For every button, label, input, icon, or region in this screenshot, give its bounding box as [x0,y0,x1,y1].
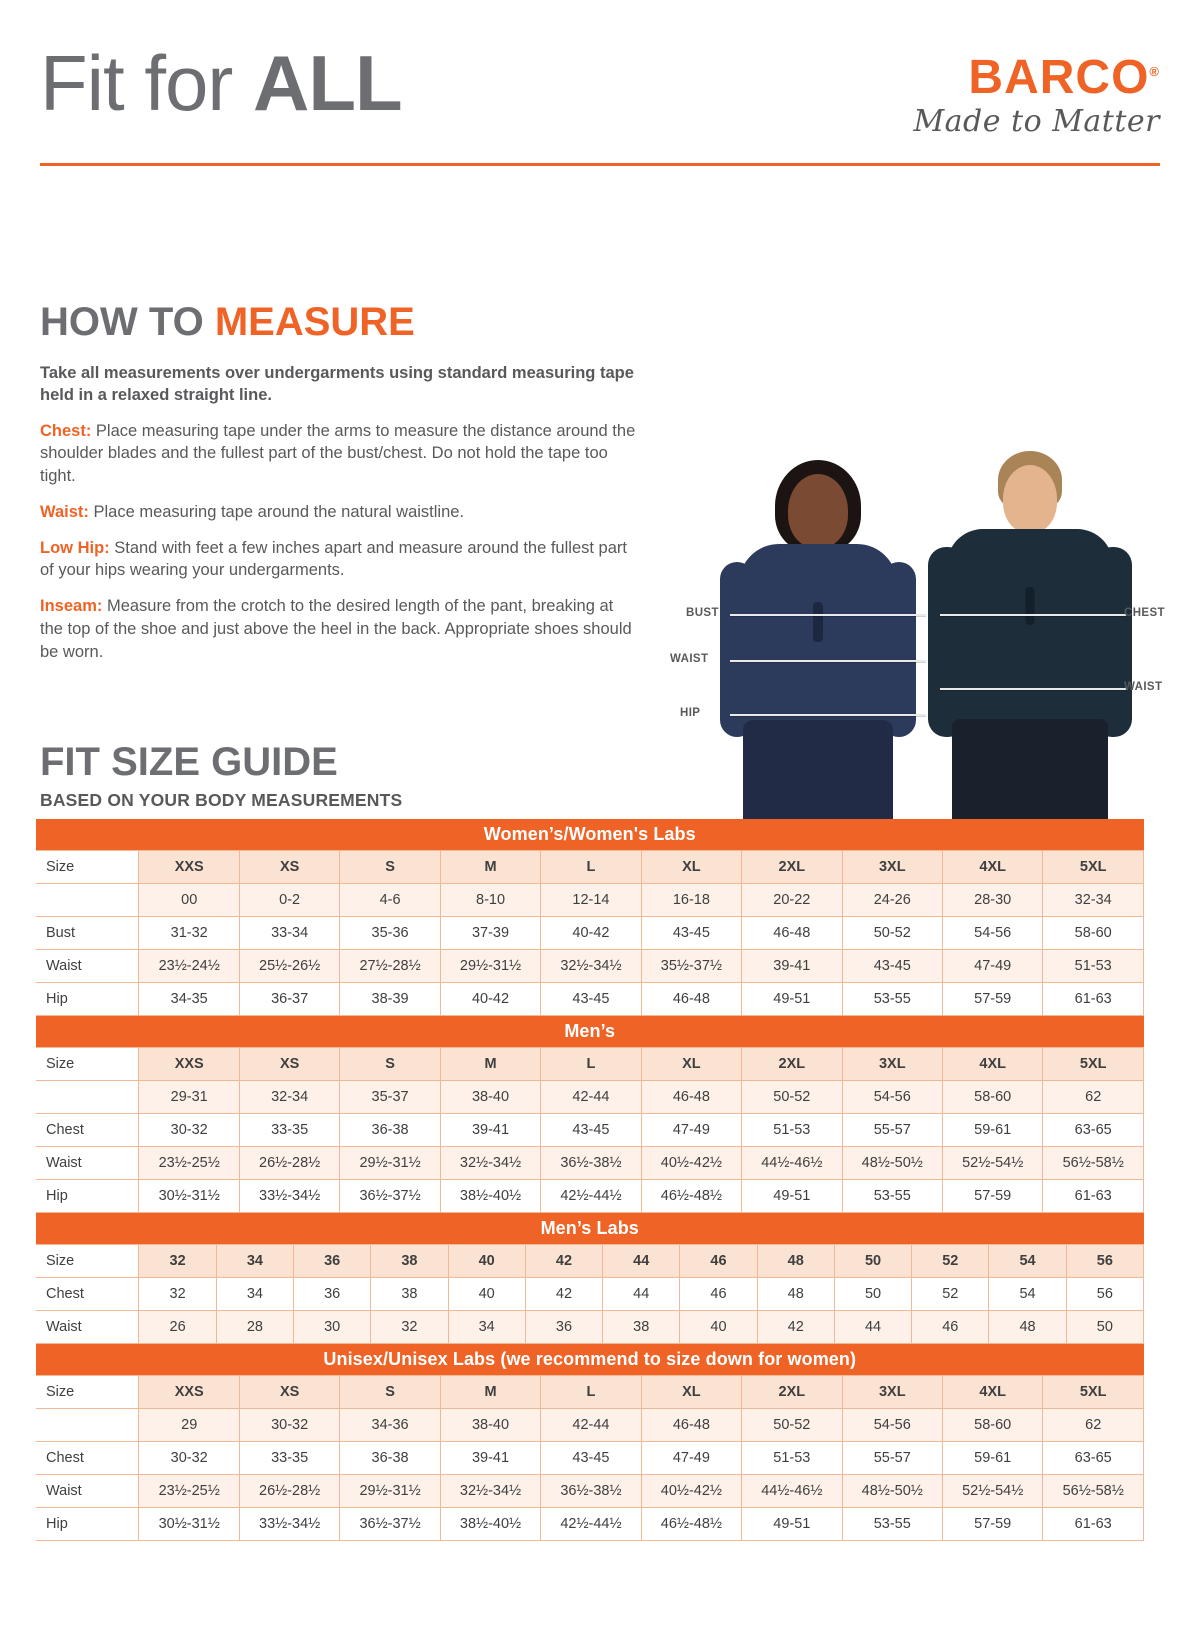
brand-tagline: Made to Matter [913,104,1160,139]
cell: 46-48 [641,983,741,1016]
cell: 43-45 [842,950,942,983]
cell: 46 [680,1278,757,1311]
measure-item-low-hip-label: Low Hip: [40,538,110,557]
cell: 40½-42½ [641,1147,741,1180]
cell: 2XL [742,851,842,884]
cell: 46½-48½ [641,1508,741,1541]
cell: 30-32 [139,1114,239,1147]
table-band-mens [36,1016,1144,1048]
size-guide-page [0,39,1200,1652]
row-label: Size [36,1048,139,1081]
cell: 50 [834,1278,911,1311]
cell: 39-41 [440,1442,540,1475]
cell: S [340,851,440,884]
cell: 48½-50½ [842,1475,942,1508]
row-label [36,1409,139,1442]
cell: 32-34 [239,1081,339,1114]
cell: 50 [834,1245,911,1278]
cell: 5XL [1043,1048,1144,1081]
cell: 46 [680,1245,757,1278]
table-row [36,1376,1144,1409]
cell: L [541,851,641,884]
cell: 16-18 [641,884,741,917]
cell: M [440,1048,540,1081]
waist-label-female: WAIST [670,653,709,665]
table-row [36,1180,1144,1213]
cell: 53-55 [842,983,942,1016]
row-label: Hip [36,983,139,1016]
row-label: Waist [36,950,139,983]
cell: 38-40 [440,1409,540,1442]
cell: 61-63 [1043,1508,1144,1541]
cell: 42½-44½ [541,1180,641,1213]
row-label: Size [36,1245,139,1278]
cell: 46½-48½ [641,1180,741,1213]
row-label: Chest [36,1114,139,1147]
cell: 43-45 [541,1114,641,1147]
cell: 48 [757,1278,834,1311]
cell: 36 [525,1311,602,1344]
fit-size-guide-heading: FIT SIZE GUIDE [40,740,338,784]
table-row [36,1048,1144,1081]
page-title-light: Fit for [40,39,254,127]
cell: 27½-28½ [340,950,440,983]
cell: 43-45 [641,917,741,950]
cell: 49-51 [742,1508,842,1541]
cell: 57-59 [942,983,1042,1016]
cell: 32½-34½ [541,950,641,983]
cell: 62 [1043,1081,1144,1114]
cell: 35-37 [340,1081,440,1114]
cell: 23½-25½ [139,1147,239,1180]
cell: XXS [139,1048,239,1081]
cell: 30 [294,1311,371,1344]
cell: 33-35 [239,1114,339,1147]
cell: 4XL [942,851,1042,884]
cell: 25½-26½ [239,950,339,983]
cell: 12-14 [541,884,641,917]
cell: 40-42 [541,917,641,950]
cell: 47-49 [641,1114,741,1147]
cell: XL [641,1376,741,1409]
cell: 56 [1066,1245,1143,1278]
fit-size-guide-subheading: BASED ON YOUR BODY MEASUREMENTS [40,790,403,810]
cell: L [541,1376,641,1409]
table-band-label-mens-labs: Men’s Labs [36,1213,1144,1245]
cell: 5XL [1043,1376,1144,1409]
cell: 3XL [842,1376,942,1409]
cell: 32½-34½ [440,1147,540,1180]
cell: 59-61 [942,1442,1042,1475]
table-row [36,1245,1144,1278]
cell: 42-44 [541,1081,641,1114]
cell: 28-30 [942,884,1042,917]
cell: 34 [216,1245,293,1278]
cell: 42 [525,1245,602,1278]
cell: 54 [989,1278,1066,1311]
measurement-diagram [670,432,1165,852]
cell: 30½-31½ [139,1180,239,1213]
table-row [36,1278,1144,1311]
table-row [36,983,1144,1016]
cell: 8-10 [440,884,540,917]
cell: 34-36 [340,1409,440,1442]
cell: L [541,1048,641,1081]
cell: 33½-34½ [239,1508,339,1541]
waist-measure-line-female [730,660,926,662]
cell: 37-39 [440,917,540,950]
row-label: Size [36,1376,139,1409]
table-band-label-womens: Women’s/Women's Labs [36,819,1144,851]
cell: 47-49 [942,950,1042,983]
cell: 29-31 [139,1081,239,1114]
cell: 40½-42½ [641,1475,741,1508]
cell: S [340,1376,440,1409]
cell: 40 [680,1311,757,1344]
cell: 55-57 [842,1114,942,1147]
cell: 56½-58½ [1043,1147,1144,1180]
cell: 52 [912,1245,989,1278]
bust-label: BUST [686,607,719,619]
cell: 26½-28½ [239,1475,339,1508]
cell: 33-34 [239,917,339,950]
cell: XS [239,1048,339,1081]
cell: XL [641,1048,741,1081]
hip-label: HIP [680,707,701,719]
cell: 32 [139,1278,216,1311]
table-row [36,851,1144,884]
table-band-label-mens: Men’s [36,1016,1144,1048]
cell: 36-37 [239,983,339,1016]
bust-measure-line [730,614,926,616]
cell: 57-59 [942,1180,1042,1213]
measure-item-inseam [40,595,640,663]
waist-label-male: WAIST [1124,681,1163,693]
cell: 0-2 [239,884,339,917]
cell: 50-52 [742,1081,842,1114]
cell: 24-26 [842,884,942,917]
measure-item-chest [40,420,640,488]
cell: 39-41 [742,950,842,983]
cell: 43-45 [541,1442,641,1475]
row-label: Bust [36,917,139,950]
cell: XL [641,851,741,884]
cell: 3XL [842,1048,942,1081]
cell: 46 [912,1311,989,1344]
row-label [36,884,139,917]
measure-item-inseam-text: Measure from the crotch to the desired length of the pant, breaking at the top of the shoe and just above the heel in the back. Appropriate shoes should be worn. [40,597,632,661]
cell: 44 [603,1278,680,1311]
cell: S [340,1048,440,1081]
cell: 2XL [742,1376,842,1409]
cell: 36-38 [340,1114,440,1147]
cell: M [440,1376,540,1409]
brand-logo [913,51,1160,139]
measure-item-low-hip-text: Stand with feet a few inches apart and measure around the fullest part of your hips wearing your undergarments. [40,538,627,580]
measure-item-low-hip [40,537,640,583]
cell: 38-40 [440,1081,540,1114]
cell: 54-56 [842,1409,942,1442]
cell: 36-38 [340,1442,440,1475]
cell: 54 [989,1245,1066,1278]
cell: 46-48 [742,917,842,950]
cell: 29 [139,1409,239,1442]
table-row [36,1442,1144,1475]
size-tables [36,819,1144,1541]
brand-name-text: BARCO [968,51,1150,104]
table-row [36,1475,1144,1508]
cell: 49-51 [742,1180,842,1213]
cell: 52½-54½ [942,1475,1042,1508]
measure-item-inseam-label: Inseam: [40,597,103,616]
cell: 26 [139,1311,216,1344]
hip-measure-line [730,714,926,716]
fit-size-guide-header [40,740,740,811]
cell: 58-60 [942,1081,1042,1114]
cell: 20-22 [742,884,842,917]
cell: 5XL [1043,851,1144,884]
cell: 56 [1066,1278,1143,1311]
measure-item-waist [40,501,640,524]
how-to-measure-heading [40,300,640,344]
cell: 42 [757,1311,834,1344]
cell: 38 [371,1245,448,1278]
cell: 61-63 [1043,1180,1144,1213]
row-label: Chest [36,1278,139,1311]
cell: XS [239,851,339,884]
cell: 49-51 [742,983,842,1016]
table-mens-labs-wrap [36,1213,1144,1344]
table-row [36,1508,1144,1541]
table-row [36,1114,1144,1147]
table-unisex [36,1344,1144,1541]
row-label: Hip [36,1508,139,1541]
table-unisex-wrap [36,1344,1144,1541]
cell: 63-65 [1043,1114,1144,1147]
cell: 38 [371,1278,448,1311]
cell: 51-53 [1043,950,1144,983]
cell: 38-39 [340,983,440,1016]
cell: 43-45 [541,983,641,1016]
cell: 54-56 [942,917,1042,950]
cell: 38½-40½ [440,1180,540,1213]
cell: 53-55 [842,1508,942,1541]
cell: 42 [525,1278,602,1311]
cell: 61-63 [1043,983,1144,1016]
cell: 59-61 [942,1114,1042,1147]
table-band-label-unisex: Unisex/Unisex Labs (we recommend to size down for women) [36,1344,1144,1376]
table-womens [36,819,1144,1016]
cell: 48 [757,1245,834,1278]
cell: 31-32 [139,917,239,950]
brand-name [968,51,1160,104]
cell: 53-55 [842,1180,942,1213]
cell: 29½-31½ [440,950,540,983]
cell: 46-48 [641,1409,741,1442]
table-row [36,1409,1144,1442]
cell: 29½-31½ [340,1475,440,1508]
cell: 32 [139,1245,216,1278]
cell: 62 [1043,1409,1144,1442]
how-to-measure-heading-plain: HOW TO [40,300,215,344]
cell: 50 [1066,1311,1143,1344]
cell: 34 [216,1278,293,1311]
cell: 51-53 [742,1442,842,1475]
model-female-photo [718,452,918,852]
row-label: Size [36,851,139,884]
table-row [36,884,1144,917]
cell: 00 [139,884,239,917]
table-band-womens [36,819,1144,851]
cell: 42-44 [541,1409,641,1442]
table-row [36,917,1144,950]
row-label: Hip [36,1180,139,1213]
waist-measure-line-male [940,688,1126,690]
cell: 4XL [942,1048,1042,1081]
cell: 40-42 [440,983,540,1016]
registered-trademark-icon: ® [1149,64,1160,79]
table-row [36,1147,1144,1180]
how-to-measure-section [40,300,640,663]
row-label: Waist [36,1147,139,1180]
cell: 44½-46½ [742,1147,842,1180]
cell: 38½-40½ [440,1508,540,1541]
cell: 32½-34½ [440,1475,540,1508]
cell: 58-60 [1043,917,1144,950]
cell: 42½-44½ [541,1508,641,1541]
cell: 4-6 [340,884,440,917]
table-row [36,1081,1144,1114]
cell: 30-32 [239,1409,339,1442]
table-band-unisex [36,1344,1144,1376]
cell: 58-60 [942,1409,1042,1442]
cell: XS [239,1376,339,1409]
header-divider [40,163,1160,166]
measure-item-chest-label: Chest: [40,421,92,440]
cell: 32-34 [1043,884,1144,917]
cell: 23½-24½ [139,950,239,983]
cell: 36½-37½ [340,1180,440,1213]
cell: 29½-31½ [340,1147,440,1180]
cell: XXS [139,1376,239,1409]
table-womens-wrap [36,819,1144,1016]
cell: 48 [989,1311,1066,1344]
cell: 26½-28½ [239,1147,339,1180]
table-mens [36,1016,1144,1213]
cell: 35½-37½ [641,950,741,983]
cell: 32 [371,1311,448,1344]
page-title [40,39,402,127]
cell: 30½-31½ [139,1508,239,1541]
cell: 52 [912,1278,989,1311]
cell: 63-65 [1043,1442,1144,1475]
table-row [36,1311,1144,1344]
cell: 44 [834,1311,911,1344]
cell: 50-52 [842,917,942,950]
cell: 44 [603,1245,680,1278]
row-label: Waist [36,1311,139,1344]
cell: 40 [448,1278,525,1311]
cell: 36 [294,1245,371,1278]
cell: 50-52 [742,1409,842,1442]
model-male-photo [930,447,1130,852]
cell: 36½-38½ [541,1475,641,1508]
cell: 30-32 [139,1442,239,1475]
cell: 44½-46½ [742,1475,842,1508]
cell: 35-36 [340,917,440,950]
cell: 51-53 [742,1114,842,1147]
cell: 47-49 [641,1442,741,1475]
cell: 36½-38½ [541,1147,641,1180]
cell: M [440,851,540,884]
row-label: Waist [36,1475,139,1508]
cell: 33-35 [239,1442,339,1475]
cell: 39-41 [440,1114,540,1147]
cell: 57-59 [942,1508,1042,1541]
table-mens-wrap [36,1016,1144,1213]
cell: 38 [603,1311,680,1344]
table-band-mens-labs [36,1213,1144,1245]
how-to-measure-heading-accent: MEASURE [214,300,415,344]
cell: 3XL [842,851,942,884]
measure-item-chest-text: Place measuring tape under the arms to measure the distance around the shoulder blades and the fullest part of the bust/chest. Do not hold the tape too tight. [40,421,636,486]
cell: 52½-54½ [942,1147,1042,1180]
cell: 28 [216,1311,293,1344]
table-mens-labs [36,1213,1144,1344]
table-row [36,950,1144,983]
page-header [40,39,1160,162]
cell: 23½-25½ [139,1475,239,1508]
measure-item-waist-text: Place measuring tape around the natural waistline. [88,502,465,521]
cell: 55-57 [842,1442,942,1475]
cell: 34-35 [139,983,239,1016]
row-label: Chest [36,1442,139,1475]
cell: XXS [139,851,239,884]
cell: 56½-58½ [1043,1475,1144,1508]
chest-label: CHEST [1124,607,1165,619]
cell: 4XL [942,1376,1042,1409]
measure-item-waist-label: Waist: [40,502,89,521]
chest-measure-line [940,614,1126,616]
cell: 46-48 [641,1081,741,1114]
cell: 40 [448,1245,525,1278]
cell: 36½-37½ [340,1508,440,1541]
cell: 33½-34½ [239,1180,339,1213]
row-label [36,1081,139,1114]
how-to-measure-lead: Take all measurements over undergarments using standard measuring tape held in a relaxed straight line. [40,364,634,405]
cell: 54-56 [842,1081,942,1114]
cell: 2XL [742,1048,842,1081]
page-title-bold: ALL [253,39,402,127]
cell: 36 [294,1278,371,1311]
cell: 48½-50½ [842,1147,942,1180]
cell: 34 [448,1311,525,1344]
